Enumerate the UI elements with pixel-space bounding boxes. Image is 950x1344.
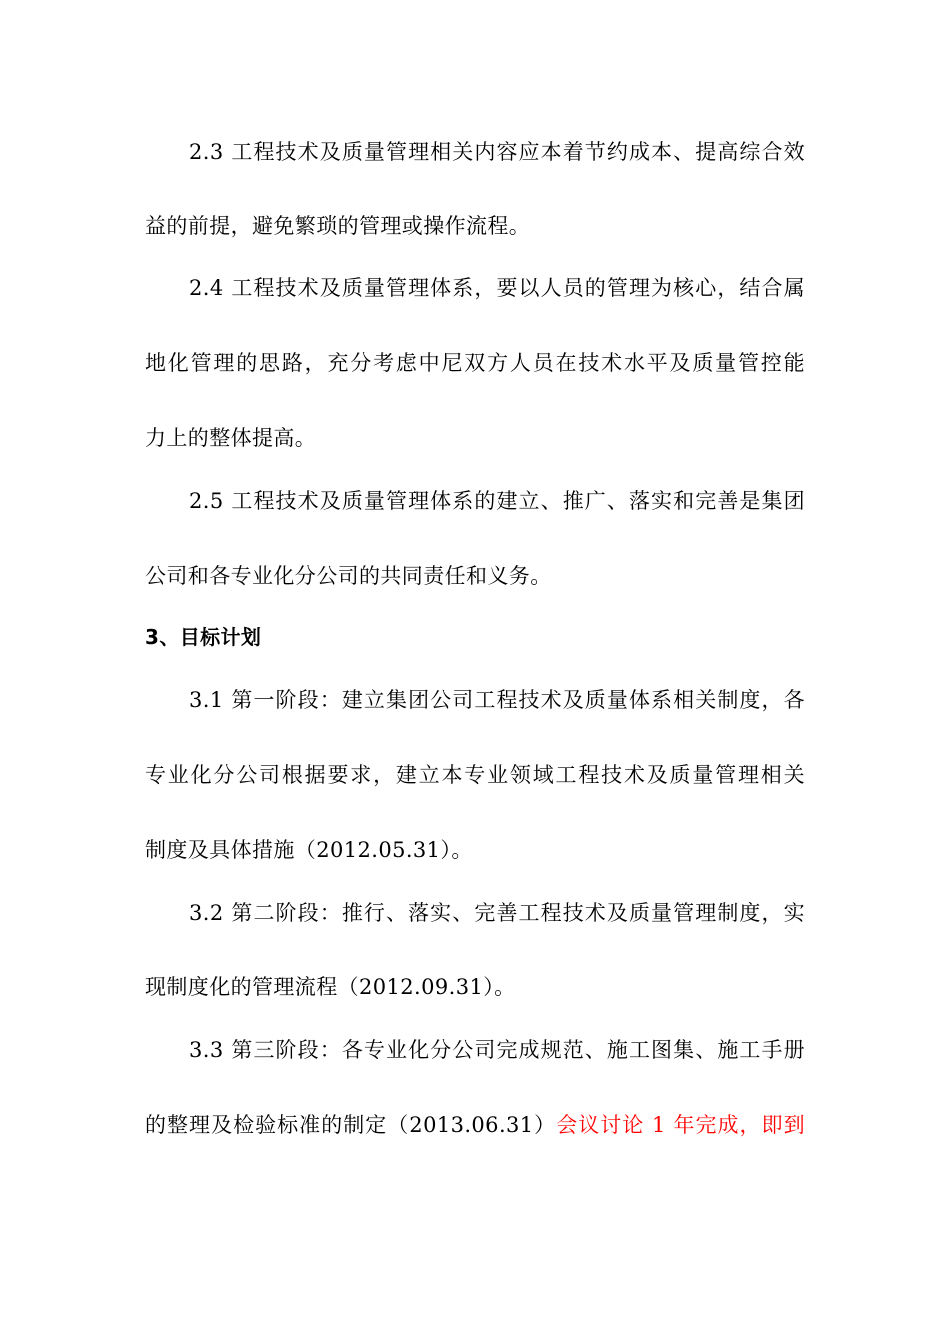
section-heading: 3、目标计划	[145, 625, 262, 649]
paragraph-2-3-line-1	[189, 137, 805, 167]
paragraph-2-4-line-1	[189, 273, 805, 303]
plan-text: 第二阶段：推行、落实、完善工程技术及质量管理制度，实	[231, 901, 805, 925]
plan-item-3-1-line-2: 专业化分公司根据要求，建立本专业领域工程技术及质量管理相关	[145, 763, 805, 787]
paragraph-number: 2.3	[189, 140, 224, 164]
paragraph-2-4-line-2: 地化管理的思路，充分考虑中尼双方人员在技术水平及质量管控能	[145, 351, 805, 375]
plan-item-3-3-line-2	[145, 1110, 805, 1140]
paragraph-text: 工程技术及质量管理体系的建立、推广、落实和完善是集团	[231, 489, 805, 513]
plan-item-3-1-line-1	[189, 685, 805, 715]
plan-number: 3.1	[189, 688, 224, 712]
paragraph-2-5-line-1	[189, 486, 805, 516]
paragraph-2-5-line-2: 公司和各专业化分公司的共同责任和义务。	[145, 564, 552, 588]
plan-number: 3.3	[189, 1038, 224, 1062]
plan-text: 第三阶段：各专业化分公司完成规范、施工图集、施工手册	[231, 1038, 805, 1062]
annotation-text: 会议讨论 1 年完成，即到	[556, 1113, 805, 1137]
plan-item-3-2-line-1	[189, 898, 805, 928]
plan-item-3-1-line-3: 制度及具体措施（2012.05.31）。	[145, 838, 473, 862]
paragraph-2-3-line-2: 益的前提，避免繁琐的管理或操作流程。	[145, 214, 531, 238]
paragraph-text: 工程技术及质量管理体系，要以人员的管理为核心，结合属	[231, 276, 805, 300]
plan-number: 3.2	[189, 901, 224, 925]
paragraph-number: 2.5	[189, 489, 224, 513]
plan-item-3-2-line-2: 现制度化的管理流程（2012.09.31）。	[145, 975, 516, 999]
plan-item-3-3-line-1	[189, 1035, 805, 1065]
paragraph-text: 工程技术及质量管理相关内容应本着节约成本、提高综合效	[231, 140, 805, 164]
paragraph-number: 2.4	[189, 276, 224, 300]
paragraph-2-4-line-3: 力上的整体提高。	[145, 426, 317, 450]
plan-text: 第一阶段：建立集团公司工程技术及质量体系相关制度，各	[231, 688, 805, 712]
plan-text: 的整理及检验标准的制定（2013.06.31）	[145, 1113, 557, 1137]
